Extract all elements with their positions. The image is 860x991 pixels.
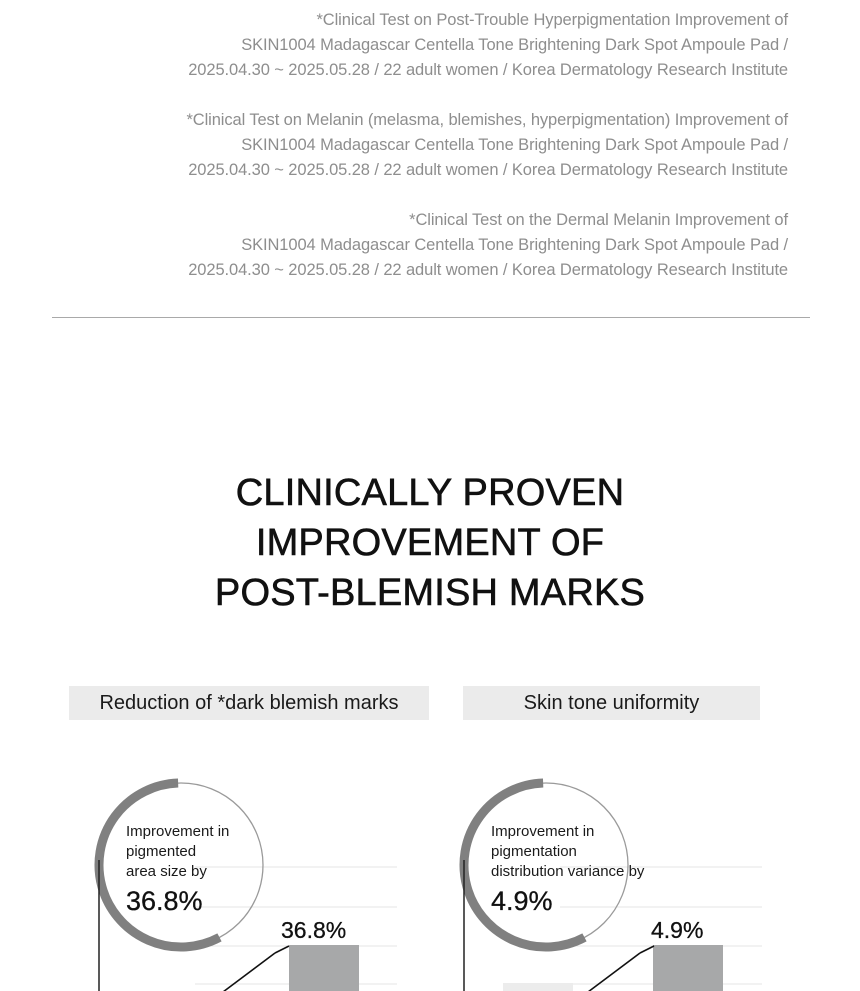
connector-line (275, 946, 289, 953)
dark-blemish-label: Reduction of *dark blemish marks (69, 686, 429, 720)
dark-blemish-chart (95, 760, 475, 991)
headline-line: CLINICALLY PROVEN (235, 472, 625, 514)
circle-caption-line: area size by (126, 863, 207, 880)
improvement-bar (289, 945, 359, 991)
circle-caption-line: pigmented (126, 843, 197, 860)
circle-value: 36.8% (126, 886, 203, 916)
footnote-line: SKIN1004 Madagascar Centella Tone Brightening Dark Spot Ampoule Pad / (241, 36, 788, 54)
circle-caption-line: pigmentation (491, 843, 577, 860)
circle-caption-line: Improvement in (491, 823, 595, 840)
footnote-line: 2025.04.30 ~ 2025.05.28 / 22 adult women / Korea Dermatology Research Institute (188, 161, 788, 179)
circle-caption-line: distribution variance by (491, 863, 645, 880)
footnote-line: *Clinical Test on Post-Trouble Hyperpigmentation Improvement of (316, 11, 788, 29)
footnote-line: *Clinical Test on the Dermal Melanin Improvement of (409, 211, 788, 229)
footnotes (48, 8, 788, 308)
footnote-2 (48, 108, 788, 183)
footnote-line: *Clinical Test on Melanin (melasma, blemishes, hyperpigmentation) Improvement of (186, 111, 788, 129)
connector-line (588, 953, 640, 991)
section-headline (0, 468, 860, 618)
circle-caption-line: Improvement in (126, 823, 230, 840)
bar-value-label: 4.9% (651, 917, 704, 943)
connector-line (223, 953, 275, 991)
improvement-bar (653, 945, 723, 991)
headline-line: POST-BLEMISH MARKS (214, 572, 646, 614)
skin-tone-label: Skin tone uniformity (463, 686, 760, 720)
footnote-line: 2025.04.30 ~ 2025.05.28 / 22 adult women / Korea Dermatology Research Institute (188, 61, 788, 79)
footnote-line: SKIN1004 Madagascar Centella Tone Brightening Dark Spot Ampoule Pad / (241, 236, 788, 254)
headline-line: IMPROVEMENT OF (255, 522, 605, 564)
footnote-line: 2025.04.30 ~ 2025.05.28 / 22 adult women / Korea Dermatology Research Institute (188, 261, 788, 279)
skin-tone-chart (460, 760, 840, 991)
baseline-bar (503, 983, 573, 991)
bar-value-label: 36.8% (281, 917, 347, 943)
section-divider (52, 317, 810, 318)
footnote-1 (48, 8, 788, 83)
circle-value: 4.9% (491, 886, 553, 916)
connector-line (640, 946, 654, 953)
footnote-3 (48, 208, 788, 283)
footnote-line: SKIN1004 Madagascar Centella Tone Brightening Dark Spot Ampoule Pad / (241, 136, 788, 154)
